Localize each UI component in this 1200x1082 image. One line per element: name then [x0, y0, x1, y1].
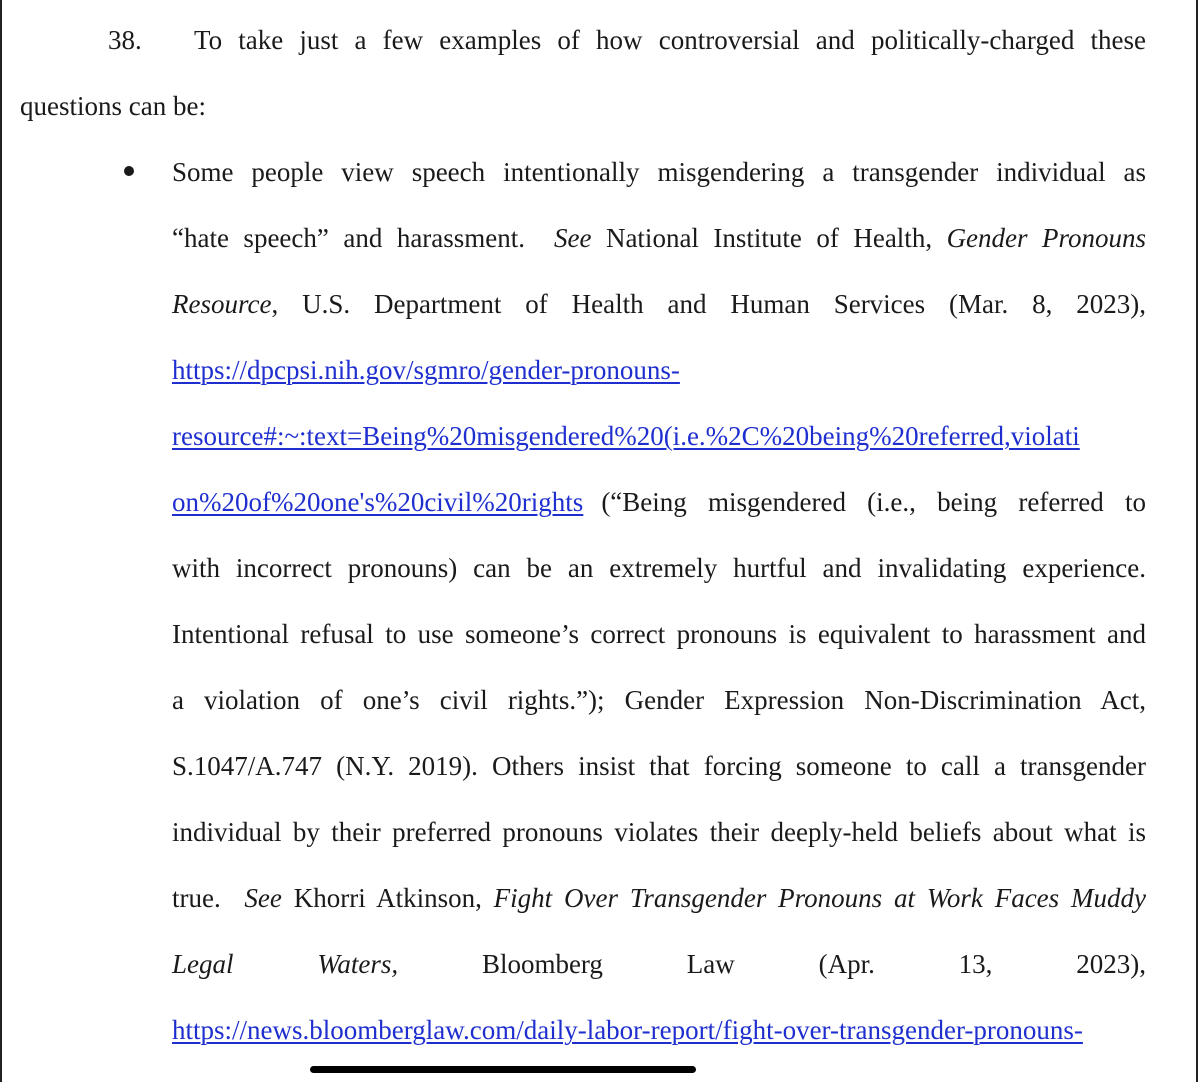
text: (Apr. [818, 949, 875, 979]
paragraph-number: 38. [108, 25, 142, 55]
bullet-line-13 [172, 947, 1146, 981]
bullet-line-9: a violation of one’s civil rights.”); Gender Expression Non-Discrimination Act, [172, 685, 1146, 715]
text: Law [686, 949, 735, 979]
bullet-line-1: Some people view speech intentionally misgendering a transgender individual as [172, 157, 1146, 187]
citation-title: Gender Pronouns [946, 223, 1147, 253]
citation-title-word: Waters, [317, 949, 399, 979]
text: Bloomberg [481, 949, 603, 979]
text: Khorri Atkinson, [293, 883, 482, 913]
signal-see: See [554, 223, 592, 253]
paragraph-intro-line-2: questions can be: [20, 91, 206, 121]
page-right-border [1196, 0, 1198, 1082]
text: “hate speech” and harassment. [172, 223, 526, 253]
citation-line [172, 287, 1146, 321]
bullet-line-8: Intentional refusal to use someone’s correct pronouns is equivalent to harassment and [172, 619, 1146, 649]
bullet-marker [124, 166, 134, 176]
bullet-line-6 [172, 485, 1146, 519]
text: National Institute of Health, [605, 223, 933, 253]
paragraph-intro-line-1: To take just a few examples of how controversial and politically-charged these [194, 25, 1146, 55]
nih-link-line-1[interactable]: https://dpcpsi.nih.gov/sgmro/gender-pronouns- [172, 355, 680, 385]
text: (“Being misgendered (i.e., being referred to [601, 487, 1146, 517]
bullet-line-2 [172, 221, 1146, 255]
bullet-line-3 [172, 287, 1146, 321]
bullet-line-10: S.1047/A.747 (N.Y. 2019). Others insist that forcing someone to call a transgender [172, 751, 1146, 781]
text: 13, [958, 949, 993, 979]
citation-title-word: Legal [172, 949, 234, 979]
nih-link-line-2[interactable]: resource#:~:text=Being%20misgendered%20(i.e.%2C%20being%20referred,violati [172, 421, 1080, 451]
text: , U.S. Department of Health and Human Services (Mar. 8, 2023), [271, 289, 1146, 319]
bullet-line-12 [172, 881, 1146, 915]
citation-title: Resource [172, 289, 272, 319]
bullet-line-11: individual by their preferred pronouns violates their deeply-held beliefs about what is [172, 817, 1146, 847]
nih-link-line-3[interactable]: on%20of%20one's%20civil%20rights [172, 487, 584, 517]
text: 2023), [1076, 949, 1146, 979]
signal-see: See [244, 883, 282, 913]
bullet-line-7: with incorrect pronouns) can be an extremely hurtful and invalidating experience. [172, 553, 1146, 583]
bloomberg-link-line-1[interactable]: https://news.bloomberglaw.com/daily-labor-report/fight-over-transgender-pronouns- [172, 1015, 1083, 1045]
page-left-border [0, 0, 2, 1082]
citation-title: Fight Over Transgender Pronouns at Work Faces Muddy [493, 883, 1146, 913]
home-indicator[interactable] [310, 1066, 696, 1073]
text: true. [172, 883, 221, 913]
